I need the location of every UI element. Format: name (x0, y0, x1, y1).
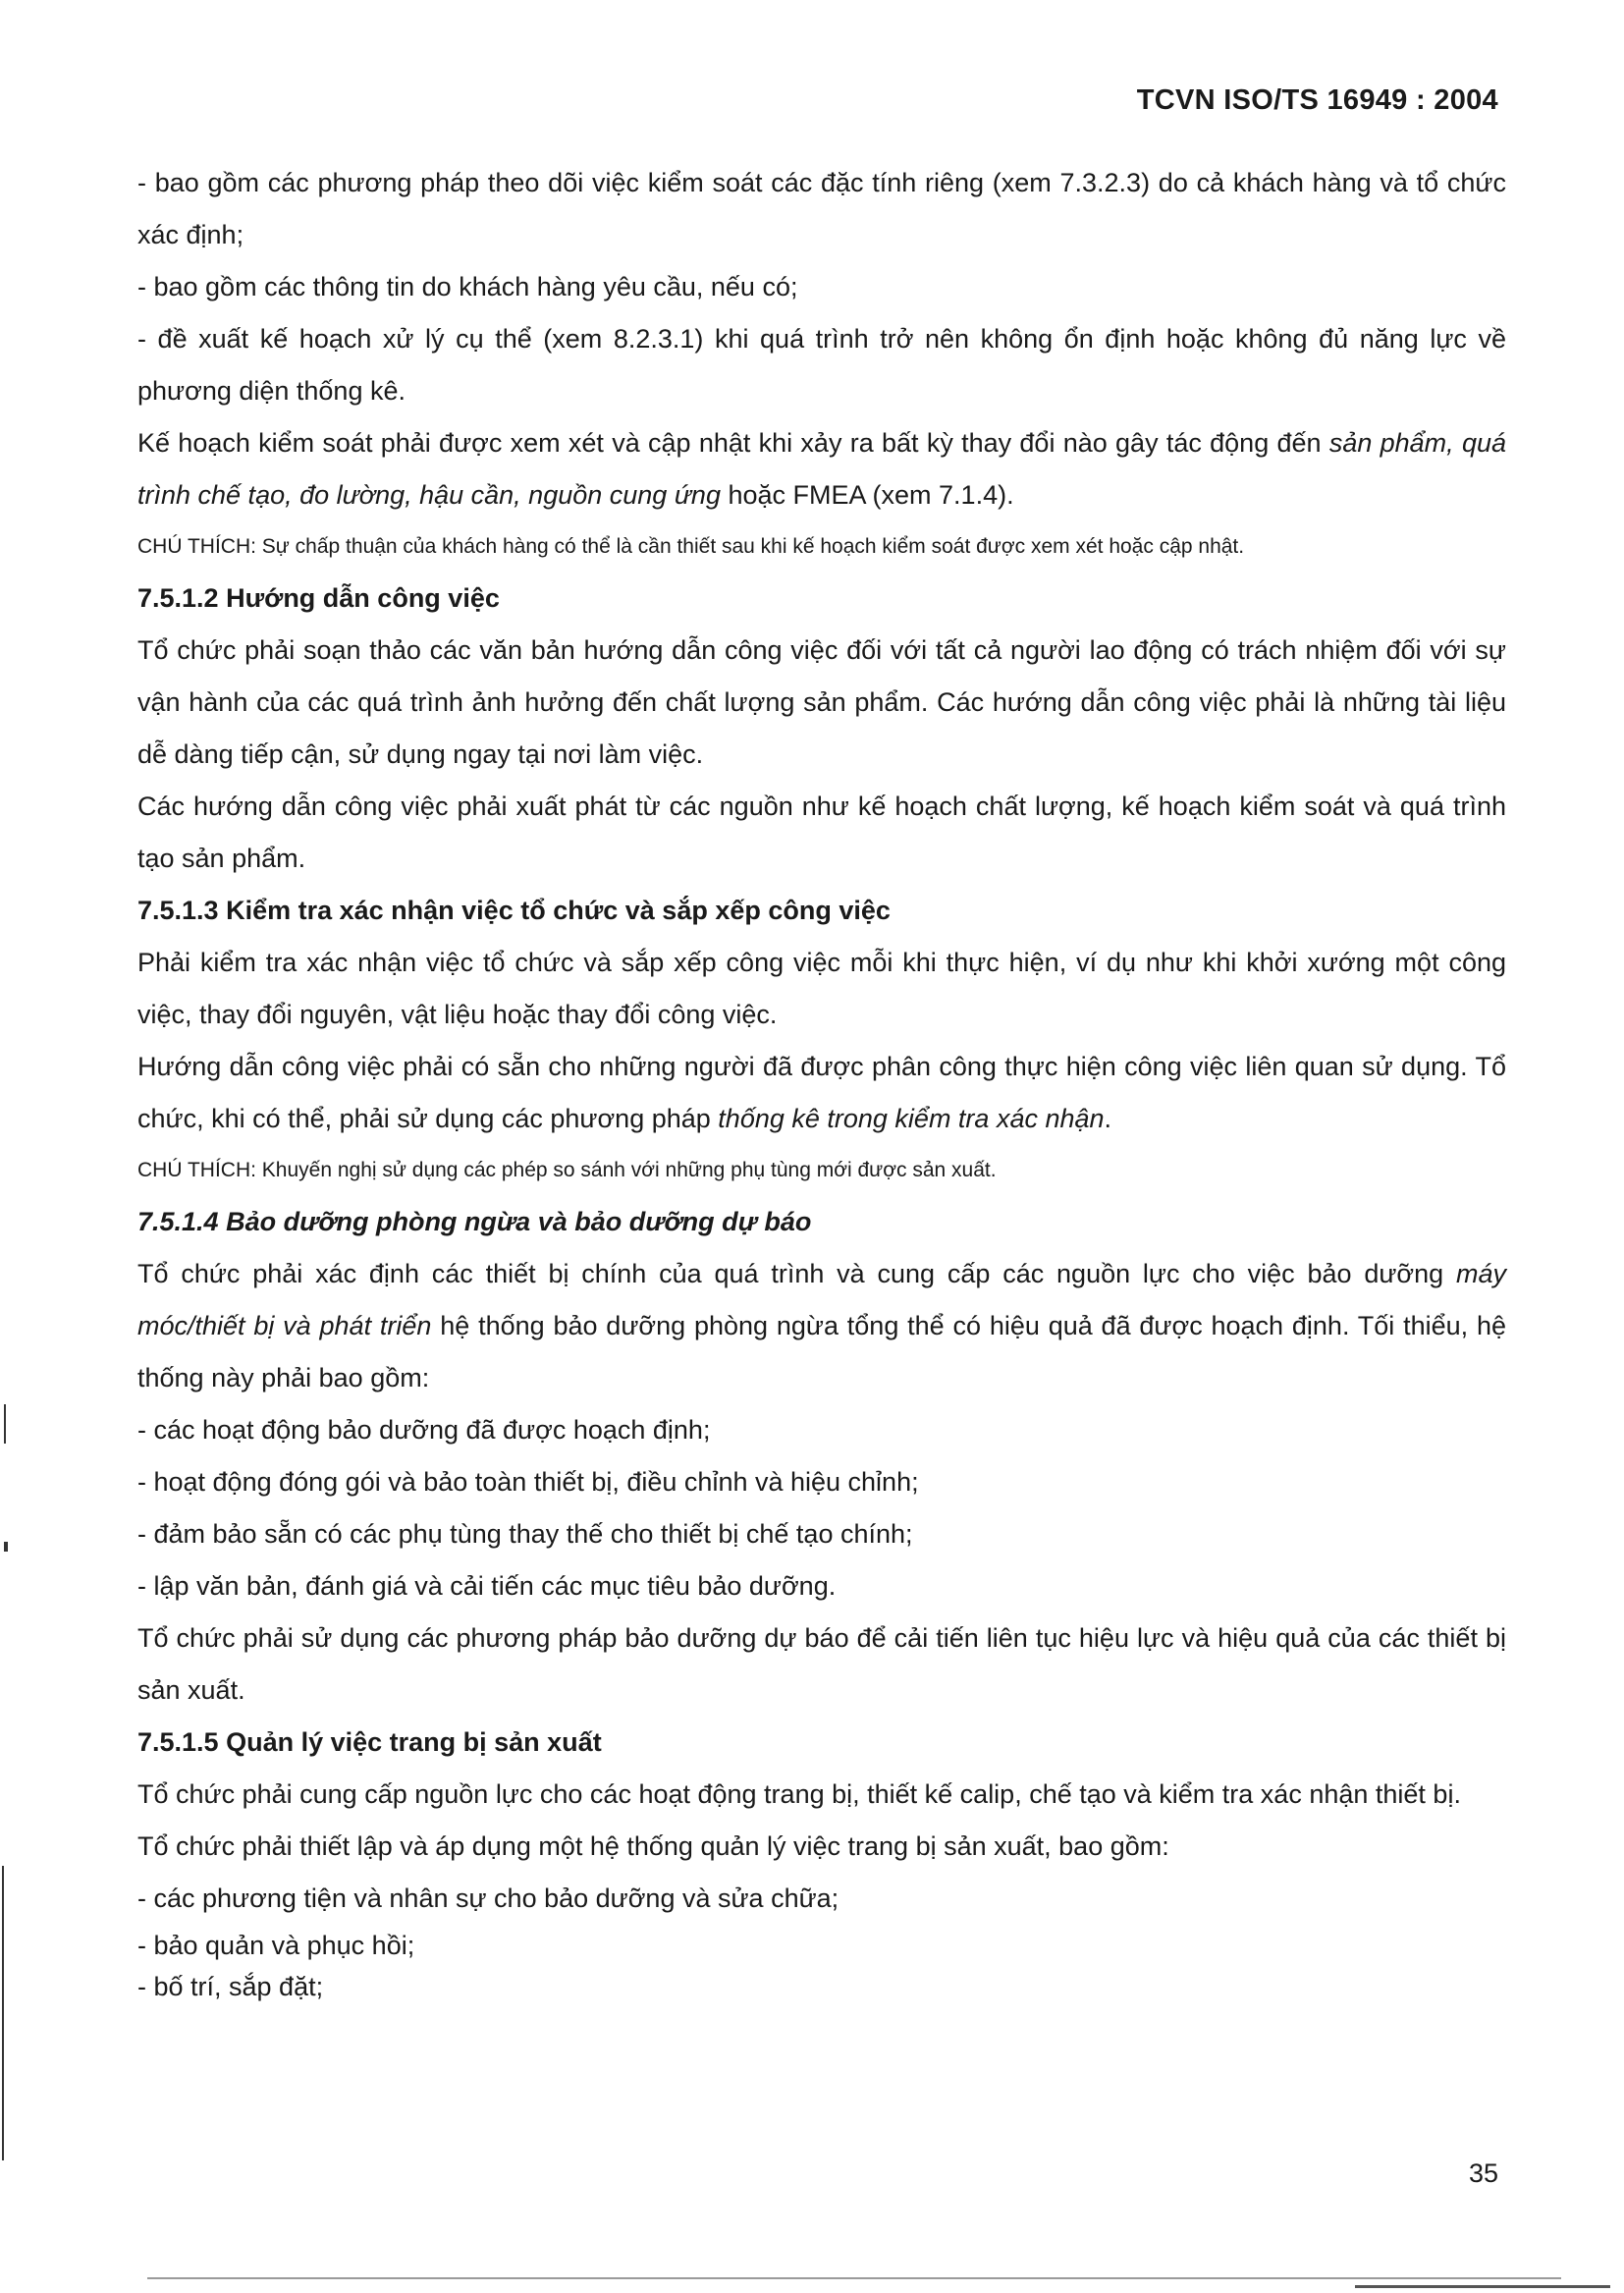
note: CHÚ THÍCH: Sự chấp thuận của khách hàng có thể là cần thiết sau khi kế hoạch kiểm soát được xem xét hoặc cập nhật. (137, 535, 1245, 558)
document-body (137, 157, 1506, 2007)
paragraph-text: Kế hoạch kiểm soát phải được xem xét và cập nhật khi xảy ra bất kỳ thay đổi nào gây tác động đến (137, 428, 1329, 458)
list-item: - các phương tiện và nhân sự cho bảo dưỡng và sửa chữa; (137, 1884, 839, 1913)
paragraph-text: hệ thống bảo dưỡng phòng ngừa tổng thể có hiệu quả đã được hoạch định. Tối thiểu, hệ thống này phải bao gồm: (137, 1311, 1506, 1392)
list-item: - các hoạt động bảo dưỡng đã được hoạch định; (137, 1415, 711, 1445)
list-item: - hoạt động đóng gói và bảo toàn thiết bị, điều chỉnh và hiệu chỉnh; (137, 1467, 919, 1497)
list-item: - lập văn bản, đánh giá và cải tiến các mục tiêu bảo dưỡng. (137, 1571, 837, 1601)
scan-edge-mark (4, 1542, 8, 1552)
document-header-title: TCVN ISO/TS 16949 : 2004 (1136, 84, 1498, 116)
paragraph-text: Hướng dẫn công việc phải có sẵn cho những người đã được phân công thực hiện công việc liên quan sử dụng. Tổ chức, khi có thể, phải sử dụng các phương pháp (137, 1052, 1506, 1133)
paragraph (137, 417, 1506, 521)
paragraph-text: Tổ chức phải xác định các thiết bị chính của quá trình và cung cấp các nguồn lực cho việc bảo dưỡng (137, 1259, 1456, 1288)
paragraph: Tổ chức phải sử dụng các phương pháp bảo dưỡng dự báo để cải tiến liên tục hiệu lực và hiệu quả của các thiết bị sản xuất. (137, 1623, 1506, 1705)
paragraph: Phải kiểm tra xác nhận việc tổ chức và sắp xếp công việc mỗi khi thực hiện, ví dụ như khi khởi xướng một công việc, thay đổi nguyên, vật liệu hoặc thay đổi công việc. (137, 948, 1506, 1029)
section-heading: 7.5.1.4 Bảo dưỡng phòng ngừa và bảo dưỡng dự báo (137, 1207, 812, 1236)
paragraph-text: hoặc FMEA (xem 7.1.4). (720, 480, 1014, 510)
section-heading: 7.5.1.2 Hướng dẫn công việc (137, 583, 500, 613)
page-number: 35 (1468, 2158, 1498, 2188)
list-item: - bố trí, sắp đặt; (137, 1972, 324, 2001)
section-heading: 7.5.1.3 Kiểm tra xác nhận việc tổ chức và sắp xếp công việc (137, 896, 891, 925)
scan-edge-mark (4, 1404, 6, 1444)
page-bottom-rule (147, 2277, 1561, 2279)
paragraph: Tổ chức phải cung cấp nguồn lực cho các hoạt động trang bị, thiết kế calip, chế tạo và kiểm tra xác nhận thiết bị. (137, 1779, 1461, 1809)
note: CHÚ THÍCH: Khuyến nghị sử dụng các phép so sánh với những phụ tùng mới được sản xuất. (137, 1159, 997, 1181)
paragraph: Tổ chức phải soạn thảo các văn bản hướng dẫn công việc đối với tất cả người lao động có trách nhiệm đối với sự vận hành của các quá trình ảnh hưởng đến chất lượng sản phẩm. Các hướng dẫn công việc phải là những tài liệu dễ dàng tiếp cận, sử dụng ngay tại nơi làm việc. (137, 635, 1506, 769)
scan-edge-mark (2, 1866, 4, 2160)
paragraph-italic-text: thống kê trong kiểm tra xác nhận (718, 1104, 1105, 1133)
paragraph (137, 1248, 1506, 1404)
paragraph: Các hướng dẫn công việc phải xuất phát từ các nguồn như kế hoạch chất lượng, kế hoạch kiểm soát và quá trình tạo sản phẩm. (137, 792, 1506, 873)
list-item: - bảo quản và phục hồi; (137, 1931, 415, 1960)
paragraph-italic-text: máy móc/thiết bị và phát triển (137, 1259, 1506, 1340)
list-item: - đảm bảo sẵn có các phụ tùng thay thế cho thiết bị chế tạo chính; (137, 1519, 913, 1549)
paragraph-text: . (1104, 1104, 1112, 1133)
paragraph: Tổ chức phải thiết lập và áp dụng một hệ thống quản lý việc trang bị sản xuất, bao gồm: (137, 1831, 1169, 1861)
list-item: - bao gồm các thông tin do khách hàng yêu cầu, nếu có; (137, 272, 798, 301)
list-item: - bao gồm các phương pháp theo dõi việc kiểm soát các đặc tính riêng (xem 7.3.2.3) do cả khách hàng và tổ chức xác định; (137, 168, 1506, 249)
section-heading: 7.5.1.5 Quản lý việc trang bị sản xuất (137, 1727, 602, 1757)
paragraph (137, 1041, 1506, 1145)
paragraph-italic-text: sản phẩm, quá trình chế tạo, đo lường, hậu cần, nguồn cung ứng (137, 428, 1507, 510)
page-bottom-rule-dark (1355, 2285, 1610, 2288)
list-item: - đề xuất kế hoạch xử lý cụ thể (xem 8.2.3.1) khi quá trình trở nên không ổn định hoặc không đủ năng lực về phương diện thống kê. (137, 324, 1506, 406)
